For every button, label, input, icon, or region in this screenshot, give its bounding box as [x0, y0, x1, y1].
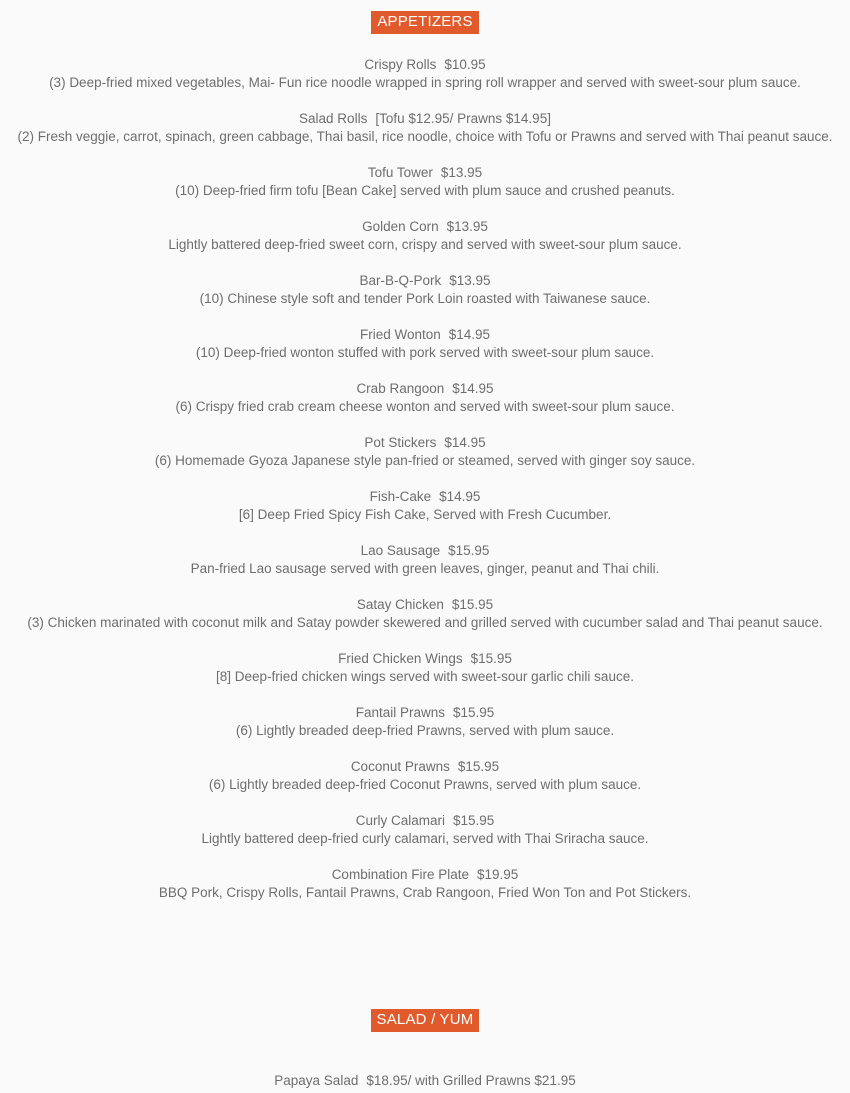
menu-item-name: Golden Corn	[362, 219, 439, 234]
salad-section-header	[0, 1009, 850, 1032]
menu-item-description: (3) Deep-fried mixed vegetables, Mai- Fun rice noodle wrapped in spring roll wrapper and served with sweet-sour plum sauce.	[49, 75, 801, 90]
menu-item-title	[0, 434, 850, 452]
menu-item-price: $14.95	[448, 327, 491, 342]
menu-item-price: $15.95	[453, 705, 495, 720]
menu-item-title	[0, 704, 850, 722]
menu-item	[0, 542, 850, 596]
menu-item-description: [6] Deep Fried Spicy Fish Cake, Served with Fresh Cucumber.	[238, 507, 612, 522]
menu-item-name: Curly Calamari	[355, 813, 445, 828]
menu-item	[0, 812, 850, 866]
menu-item-description: (3) Chicken marinated with coconut milk and Satay powder skewered and grilled served with cucumber salad and Thai peanut sauce.	[27, 615, 823, 630]
menu-item-description: (6) Homemade Gyoza Japanese style pan-fried or steamed, served with ginger soy sauce.	[154, 453, 696, 468]
menu-item	[0, 218, 850, 272]
menu-item-description: (6) Crispy fried crab cream cheese wonton and served with sweet-sour plum sauce.	[175, 399, 675, 414]
menu-item-price: $13.95	[446, 219, 488, 234]
menu-item-price: $15.95	[470, 651, 512, 666]
menu-item-title	[0, 110, 850, 128]
menu-item-title	[0, 542, 850, 560]
menu-item-name: Satay Chicken	[356, 597, 444, 612]
menu-item-title	[0, 758, 850, 776]
menu-item-papaya-salad	[0, 1072, 850, 1090]
menu-item-price: $15.95	[451, 597, 494, 612]
menu-item-title	[0, 596, 850, 614]
menu-item-title	[0, 380, 850, 398]
menu-item-title	[0, 326, 850, 344]
menu-item-price: $15.95	[448, 543, 490, 558]
menu-item-name: Salad Rolls	[299, 111, 368, 126]
menu-item-description: (2) Fresh veggie, carrot, spinach, green cabbage, Thai basil, rice noodle, choice with Tofu or Prawns and served with Thai peanut sauce.	[17, 129, 833, 144]
section-title-appetizers: APPETIZERS	[371, 11, 478, 34]
menu-item-description: (6) Lightly breaded deep-fried Prawns, served with plum sauce.	[235, 723, 615, 738]
menu-item-name: Fish-Cake	[369, 489, 432, 504]
menu-item-name: Lao Sausage	[360, 543, 441, 558]
menu-item-title	[0, 56, 850, 74]
menu-item	[0, 866, 850, 920]
menu-item-name: Fried Chicken Wings	[338, 651, 463, 666]
menu-item-name: Crispy Rolls	[364, 57, 437, 72]
menu-item-title	[0, 1072, 850, 1090]
menu-item-name: Bar-B-Q-Pork	[359, 273, 442, 288]
menu-item-description: Pan-fried Lao sausage served with green leaves, ginger, peanut and Thai chili.	[190, 561, 660, 576]
menu-item-title	[0, 812, 850, 830]
menu-item	[0, 110, 850, 164]
menu-item-price: $14.95	[452, 381, 494, 396]
menu-item-price: $19.95	[477, 867, 519, 882]
menu-item-description: (10) Chinese style soft and tender Pork Loin roasted with Taiwanese sauce.	[199, 291, 651, 306]
menu-item-name: Coconut Prawns	[350, 759, 450, 774]
menu-item	[0, 380, 850, 434]
menu-item-price: [Tofu $12.95/ Prawns $14.95]	[375, 111, 551, 126]
menu-item	[0, 326, 850, 380]
menu-item-description: (6) Lightly breaded deep-fried Coconut Prawns, served with plum sauce.	[208, 777, 642, 792]
menu-item	[0, 56, 850, 110]
menu-item	[0, 488, 850, 542]
menu-item-name: Papaya Salad	[274, 1073, 359, 1088]
menu-item-price: $13.95	[449, 273, 491, 288]
menu-item	[0, 758, 850, 812]
menu-item	[0, 650, 850, 704]
menu-item-name: Crab Rangoon	[356, 381, 445, 396]
menu-item-name: Tofu Tower	[367, 165, 433, 180]
menu-item-name: Fantail Prawns	[355, 705, 445, 720]
menu-item	[0, 164, 850, 218]
menu-item-price: $18.95/ with Grilled Prawns $21.95	[366, 1073, 576, 1088]
menu-item-name: Pot Stickers	[364, 435, 437, 450]
menu-item-price: $15.95	[452, 813, 495, 828]
section-title-salad: SALAD / YUM	[371, 1009, 480, 1032]
menu-item-name: Fried Wonton	[359, 327, 441, 342]
menu-item-price: $14.95	[439, 489, 481, 504]
menu-item-description: Lightly battered deep-fried curly calamari, served with Thai Sriracha sauce.	[201, 831, 649, 846]
menu-item-price: $13.95	[440, 165, 483, 180]
menu-item-description: (10) Deep-fried firm tofu [Bean Cake] served with plum sauce and crushed peanuts.	[175, 183, 675, 198]
appetizers-list	[0, 56, 850, 920]
menu-item-description: [8] Deep-fried chicken wings served with sweet-sour garlic chili sauce.	[216, 669, 634, 684]
menu-item-title	[0, 488, 850, 506]
menu-item-description: BBQ Pork, Crispy Rolls, Fantail Prawns, Crab Rangoon, Fried Won Ton and Pot Stickers.	[158, 885, 692, 900]
menu-item-title	[0, 218, 850, 236]
menu-item-title	[0, 866, 850, 884]
menu-item	[0, 434, 850, 488]
menu-item-description: Lightly battered deep-fried sweet corn, crispy and served with sweet-sour plum sauce.	[168, 237, 682, 252]
menu-item-name: Combination Fire Plate	[331, 867, 470, 882]
menu-item-price: $10.95	[444, 57, 486, 72]
menu-item-price: $15.95	[457, 759, 500, 774]
menu-item	[0, 704, 850, 758]
menu-item-price: $14.95	[444, 435, 486, 450]
menu-item-title	[0, 650, 850, 668]
menu-item	[0, 272, 850, 326]
menu-item	[0, 596, 850, 650]
appetizers-section-header	[0, 11, 850, 34]
menu-item-description: (10) Deep-fried wonton stuffed with pork served with sweet-sour plum sauce.	[195, 345, 655, 360]
menu-item-title	[0, 272, 850, 290]
menu-item-title	[0, 164, 850, 182]
